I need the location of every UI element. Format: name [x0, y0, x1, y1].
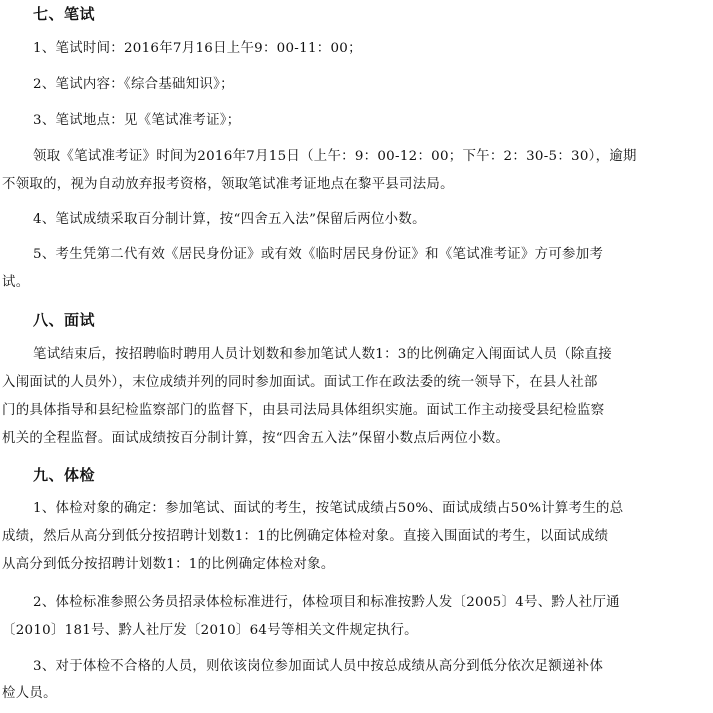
written-exam-content: 2、笔试内容：《综合基础知识》；	[33, 77, 234, 92]
section-7-heading: 七、笔试	[33, 5, 96, 23]
interview-para-line-3: 门的具体指导和县纪检监察部门的监督下，由县司法局具体组织实施。面试工作主动接受县纪检监察	[2, 403, 605, 418]
written-exam-location: 3、笔试地点：见《笔试准考证》；	[33, 113, 241, 128]
admission-ticket-para-line-1: 领取《笔试准考证》时间为2016年7月15日（上午：9：00-12：00；下午：2：30-5：30），逾期	[33, 149, 637, 164]
interview-para-line-4: 机关的全程监督。面试成绩按百分制计算，按“四舍五入法”保留小数点后两位小数。	[2, 431, 510, 446]
medical-exam-para1-line-1: 1、体检对象的确定：参加笔试、面试的考生，按笔试成绩占50%、面试成绩占50%计算考生的总	[33, 501, 624, 516]
section-9-heading: 九、体检	[33, 466, 96, 484]
medical-exam-para1-line-2: 成绩，然后从高分到低分按招聘计划数1：1的比例确定体检对象。直接入围面试的考生，以面试成绩	[2, 529, 609, 544]
section-8-heading: 八、面试	[33, 311, 96, 329]
medical-standard-line-2: 〔2010〕181号、黔人社厅发〔2010〕64号等相关文件规定执行。	[2, 623, 418, 638]
interview-para-line-1: 笔试结束后，按招聘临时聘用人员计划数和参加笔试人数1：3的比例确定入闱面试人员（除直接	[33, 347, 612, 362]
id-requirement-line-1: 5、考生凭第二代有效《居民身份证》或有效《临时居民身份证》和《笔试准考证》方可参加考	[33, 247, 604, 262]
medical-standard-line-1: 2、体检标准参照公务员招录体检标准进行，体检项目和标准按黔人发〔2005〕4号、黔人社厅通	[33, 595, 620, 610]
written-score-rule: 4、笔试成绩采取百分制计算，按“四舍五入法”保留后两位小数。	[33, 212, 426, 227]
medical-exam-para1-line-3: 从高分到低分按招聘计划数1：1的比例确定体检对象。	[2, 557, 335, 572]
medical-replacement-line-2: 检人员。	[2, 686, 57, 701]
written-exam-time: 1、笔试时间：2016年7月16日上午9：00-11：00；	[33, 41, 362, 56]
medical-replacement-line-1: 3、对于体检不合格的人员，则依该岗位参加面试人员中按总成绩从高分到低分依次足额递补体	[33, 659, 604, 674]
interview-para-line-2: 入闱面试的人员外），末位成绩并列的同时参加面试。面试工作在政法委的统一领导下，在县人社部	[2, 375, 598, 390]
admission-ticket-para-line-2: 不领取的，视为自动放弃报考资格，领取笔试准考证地点在黎平县司法局。	[2, 177, 454, 192]
id-requirement-line-2: 试。	[2, 275, 30, 290]
